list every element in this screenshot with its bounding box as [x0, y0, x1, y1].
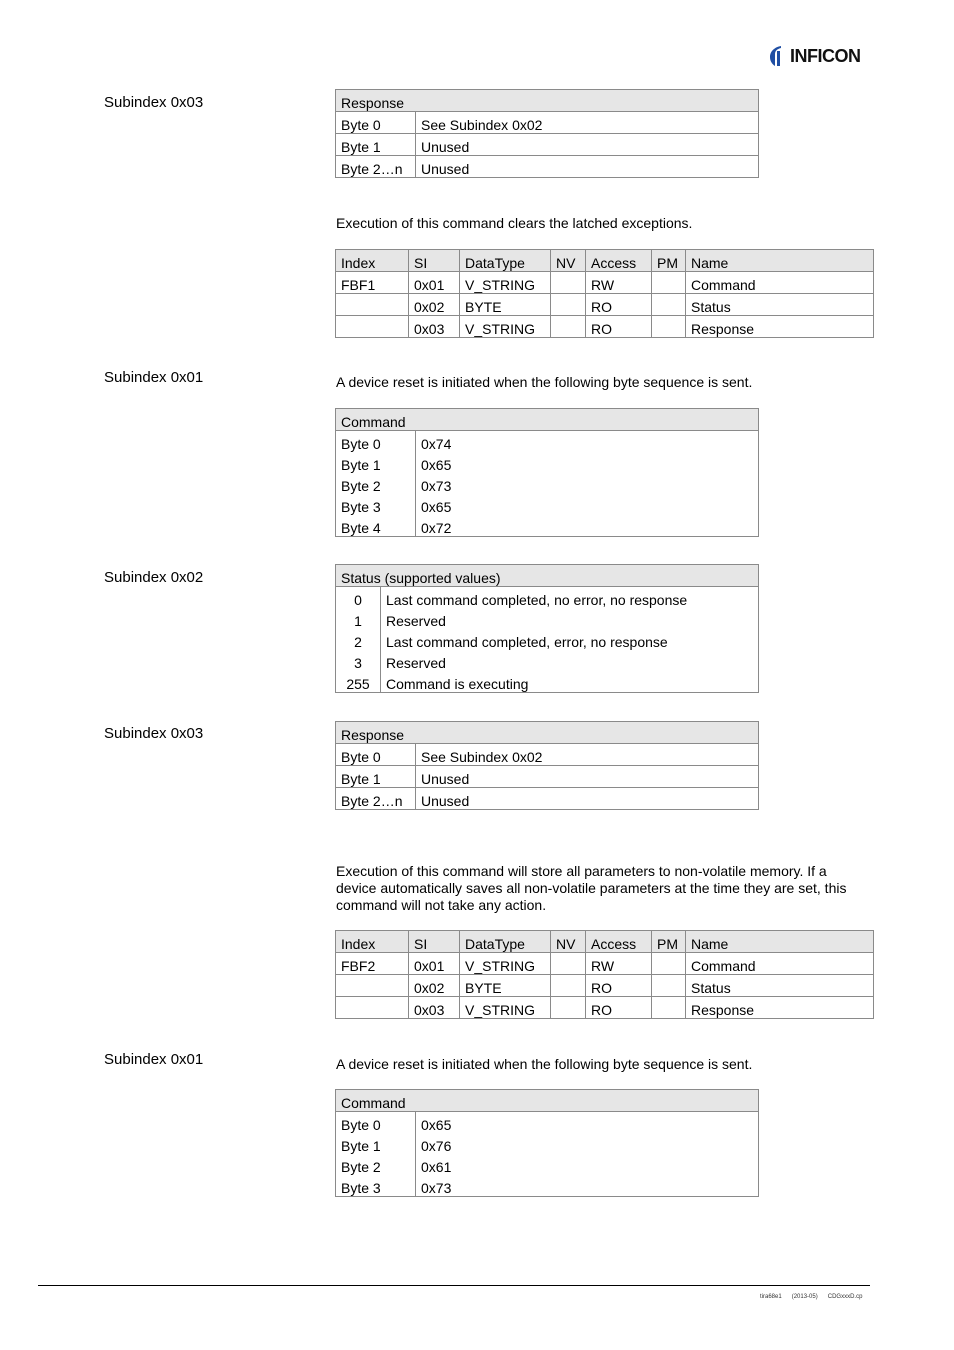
- table-row: FBF2 0x01 V_STRING RW Command: [336, 953, 874, 975]
- footer: [760, 1294, 862, 1300]
- table-row: Byte 2…n Unused: [336, 788, 759, 810]
- response-table: [335, 89, 759, 178]
- footer-doc-id: tira68e1: [760, 1294, 782, 1300]
- object-table: [335, 249, 874, 338]
- table-row: Byte 2 0x61: [336, 1154, 759, 1175]
- subindex-label: Subindex 0x03: [104, 725, 204, 742]
- footer-file: CDGxxxD.cp: [827, 1294, 863, 1300]
- table-row: 255 Command is executing: [336, 671, 759, 693]
- footer-divider: [38, 1285, 870, 1286]
- subindex-label: Subindex 0x01: [104, 369, 204, 386]
- status-table: [335, 564, 759, 693]
- table-header-row: Index SI DataType NV Access PM Name: [336, 250, 874, 272]
- table-row: Byte 0 0x74: [336, 431, 759, 453]
- table-row: Byte 0 See Subindex 0x02: [336, 744, 759, 766]
- table-row: 0x03 V_STRING RO Response: [336, 997, 874, 1019]
- table-row: Byte 3 0x73: [336, 1175, 759, 1197]
- command-table: [335, 1089, 759, 1197]
- table-row: Byte 2 0x73: [336, 473, 759, 494]
- subindex-label: Subindex 0x03: [104, 94, 204, 111]
- table-row: 2 Last command completed, error, no response: [336, 629, 759, 650]
- description-text: Execution of this command will store all parameters to non-volatile memory. If a device automatically saves all non-volatile parameters at the time they are set, this command will not take any action.: [336, 863, 847, 913]
- table-row: 3 Reserved: [336, 650, 759, 671]
- table-header: Status (supported values): [336, 565, 759, 587]
- table-row: 1 Reserved: [336, 608, 759, 629]
- table-row: Byte 2…n Unused: [336, 156, 759, 178]
- response-table: [335, 721, 759, 810]
- table-header: Command: [336, 409, 759, 431]
- description-text: A device reset is initiated when the following byte sequence is sent.: [336, 1056, 753, 1072]
- table-row: FBF1 0x01 V_STRING RW Command: [336, 272, 874, 294]
- subindex-label: Subindex 0x02: [104, 569, 204, 586]
- table-row: 0x02 BYTE RO Status: [336, 294, 874, 316]
- table-row: Byte 0 0x65: [336, 1112, 759, 1134]
- logo-wordmark: INFICON: [790, 45, 861, 66]
- description-text: A device reset is initiated when the following byte sequence is sent.: [336, 374, 753, 390]
- table-header-row: Index SI DataType NV Access PM Name: [336, 931, 874, 953]
- table-row: Byte 1 0x76: [336, 1133, 759, 1154]
- table-row: Byte 3 0x65: [336, 494, 759, 515]
- table-header: Response: [336, 722, 759, 744]
- table-header: Response: [336, 90, 759, 112]
- table-row: 0x02 BYTE RO Status: [336, 975, 874, 997]
- table-row: 0 Last command completed, no error, no response: [336, 587, 759, 609]
- table-row: Byte 1 0x65: [336, 452, 759, 473]
- footer-date: (2013-05): [791, 1294, 818, 1300]
- command-table: [335, 408, 759, 537]
- inficon-logo: [767, 44, 877, 68]
- inficon-logo-icon: [767, 45, 787, 67]
- object-table: [335, 930, 874, 1019]
- description-text: Execution of this command clears the latched exceptions.: [336, 215, 693, 231]
- table-row: Byte 1 Unused: [336, 766, 759, 788]
- table-row: Byte 0 See Subindex 0x02: [336, 112, 759, 134]
- table-row: Byte 4 0x72: [336, 515, 759, 537]
- subindex-label: Subindex 0x01: [104, 1051, 204, 1068]
- table-header: Command: [336, 1090, 759, 1112]
- table-row: 0x03 V_STRING RO Response: [336, 316, 874, 338]
- table-row: Byte 1 Unused: [336, 134, 759, 156]
